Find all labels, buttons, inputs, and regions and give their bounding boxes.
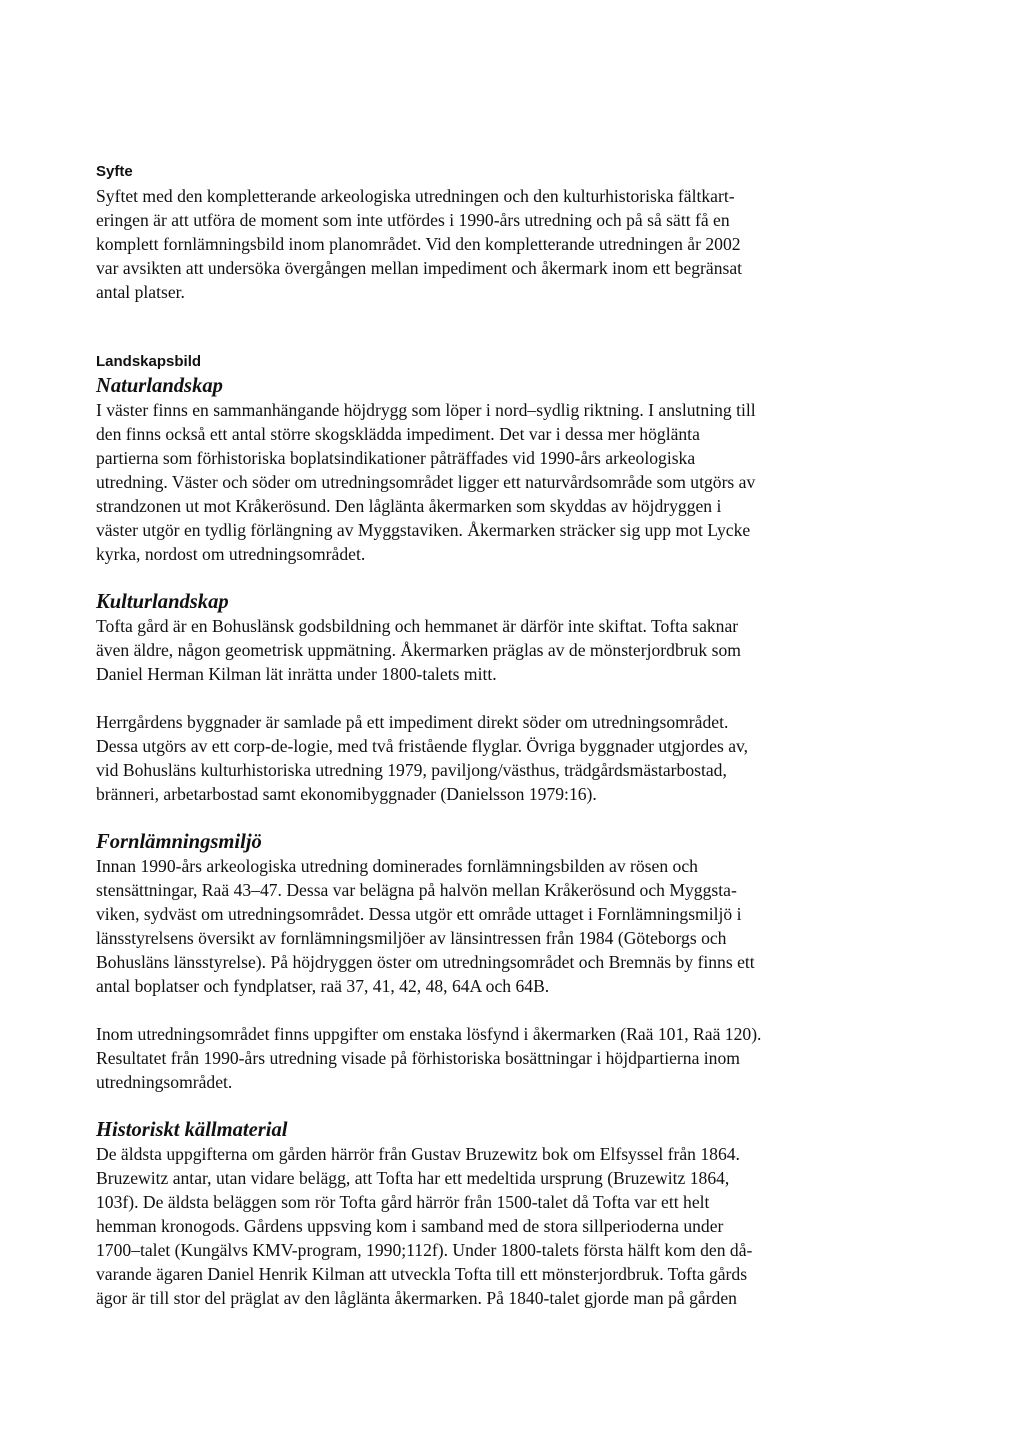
text-line: komplett fornlämningsbild inom planområdet. Vid den kompletterande utredningen år 2002 — [96, 234, 741, 254]
text-line: antal platser. — [96, 282, 185, 302]
sub-heading-kulturlandskap: Kulturlandskap — [96, 591, 229, 613]
text-line: var avsikten att undersöka övergången mellan impediment och åkermark inom ett begränsat — [96, 258, 743, 278]
text-line: varande ägaren Daniel Henrik Kilman att utveckla Tofta till ett mönsterjordbruk. Tofta gårds — [96, 1264, 748, 1284]
text-line: den finns också ett antal större skogsklädda impediment. Det var i dessa mer höglänta — [96, 424, 700, 444]
paragraph-kulturlandskap-1 — [96, 614, 896, 686]
subsection-kulturlandskap — [96, 590, 896, 806]
text-line: Daniel Herman Kilman lät inrätta under 1800-talets mitt. — [96, 664, 497, 684]
subsection-naturlandskap — [96, 374, 896, 566]
text-line: 103f). De äldsta beläggen som rör Tofta gård härrör från 1500-talet då Tofta var ett helt — [96, 1192, 710, 1212]
subsection-fornlamningsmiljo — [96, 830, 896, 1094]
sub-heading-fornlamningsmiljo: Fornlämningsmiljö — [96, 831, 262, 853]
text-line: ägor är till stor del präglat av den låglänta åkermarken. På 1840-talet gjorde man på gården — [96, 1288, 737, 1308]
section-landskapsbild — [96, 350, 896, 1310]
paragraph-naturlandskap — [96, 398, 896, 566]
text-line: hemman kronogods. Gårdens uppsving kom i samband med de stora sillperioderna under — [96, 1216, 724, 1236]
paragraph-fornlamningsmiljo-1 — [96, 854, 896, 998]
section-heading-landskapsbild: Landskapsbild — [96, 353, 202, 370]
section-heading-syfte: Syfte — [96, 163, 133, 180]
text-line: Dessa utgörs av ett corp-de-logie, med två fristående flyglar. Övriga byggnader utgjordes av, — [96, 736, 749, 756]
text-line: strandzonen ut mot Kråkerösund. Den låglänta åkermarken som skyddas av höjdryggen i — [96, 496, 722, 516]
text-line: antal boplatser och fyndplatser, raä 37, 41, 42, 48, 64A och 64B. — [96, 976, 550, 996]
text-line: eringen är att utföra de moment som inte utfördes i 1990-års utredning och på så sätt få en — [96, 210, 730, 230]
text-line: kyrka, nordost om utredningsområdet. — [96, 544, 366, 564]
paragraph-syfte — [96, 184, 896, 304]
text-line: Tofta gård är en Bohuslänsk godsbildning och hemmanet är därför inte skiftat. Tofta saknar — [96, 616, 739, 636]
subsection-historiskt — [96, 1118, 896, 1310]
text-line: vid Bohusläns kulturhistoriska utredning 1979, paviljong/västhus, trädgårdsmästarbostad, — [96, 760, 727, 780]
text-line: stensättningar, Raä 43–47. Dessa var belägna på halvön mellan Kråkerösund och Myggsta- — [96, 880, 737, 900]
text-line: De äldsta uppgifterna om gården härrör från Gustav Bruzewitz bok om Elfsyssel från 1864. — [96, 1144, 740, 1164]
text-line: 1700–talet (Kungälvs KMV-program, 1990;112f). Under 1800-talets första hälft kom den då- — [96, 1240, 753, 1260]
paragraph-kulturlandskap-2 — [96, 710, 896, 806]
paragraph-historiskt — [96, 1142, 896, 1310]
sub-heading-historiskt: Historiskt källmaterial — [96, 1119, 288, 1141]
text-line: Syftet med den kompletterande arkeologiska utredningen och den kulturhistoriska fältkart- — [96, 186, 735, 206]
text-line: partierna som förhistoriska boplatsindikationer påträffades vid 1990-års arkeologiska — [96, 448, 696, 468]
section-syfte — [96, 160, 896, 304]
text-line: även äldre, någon geometrisk uppmätning. Åkermarken präglas av de mönsterjordbruk som — [96, 640, 741, 660]
text-line: väster utgör en tydlig förlängning av Myggstaviken. Åkermarken sträcker sig upp mot Lycke — [96, 520, 751, 540]
text-line: länsstyrelsens översikt av fornlämningsmiljöer av länsintressen från 1984 (Göteborgs och — [96, 928, 727, 948]
text-line: Inom utredningsområdet finns uppgifter om enstaka lösfynd i åkermarken (Raä 101, Raä 120). — [96, 1024, 762, 1044]
text-line: utredning. Väster och söder om utredningsområdet ligger ett naturvårdsområde som utgörs av — [96, 472, 756, 492]
text-line: Innan 1990-års arkeologiska utredning dominerades fornlämningsbilden av rösen och — [96, 856, 698, 876]
text-line: viken, sydväst om utredningsområdet. Dessa utgör ett område uttaget i Fornlämningsmiljö i — [96, 904, 742, 924]
text-line: Herrgårdens byggnader är samlade på ett impediment direkt söder om utredningsområdet. — [96, 712, 729, 732]
text-line: Bohusläns länsstyrelse). På höjdryggen öster om utredningsområdet och Bremnäs by finns ett — [96, 952, 755, 972]
sub-heading-naturlandskap: Naturlandskap — [96, 375, 223, 397]
page-content — [96, 160, 896, 1310]
text-line: Resultatet från 1990-års utredning visade på förhistoriska bosättningar i höjdpartierna inom — [96, 1048, 740, 1068]
paragraph-fornlamningsmiljo-2 — [96, 1022, 896, 1094]
text-line: I väster finns en sammanhängande höjdrygg som löper i nord–sydlig riktning. I anslutning till — [96, 400, 756, 420]
text-line: bränneri, arbetarbostad samt ekonomibyggnader (Danielsson 1979:16). — [96, 784, 597, 804]
text-line: Bruzewitz antar, utan vidare belägg, att Tofta har ett medeltida ursprung (Bruzewitz 1864, — [96, 1168, 730, 1188]
text-line: utredningsområdet. — [96, 1072, 233, 1092]
